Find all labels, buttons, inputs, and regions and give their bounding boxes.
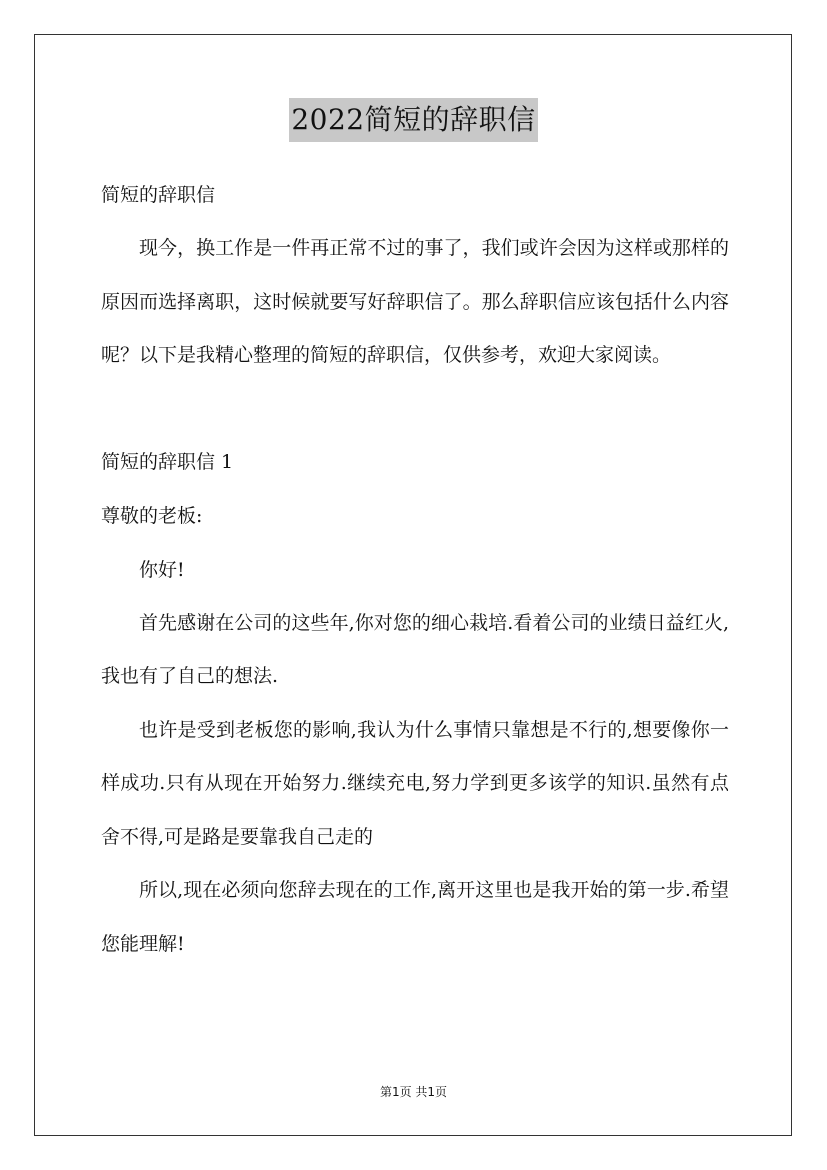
body-paragraph-1: 首先感谢在公司的这些年,你对您的细心栽培.看着公司的业绩日益红火,我也有了自己的想法. — [101, 611, 729, 687]
greeting: 你好! — [139, 558, 185, 581]
page-footer — [0, 1083, 827, 1100]
document-body — [101, 168, 729, 971]
body-paragraph-3: 所以,现在必须向您辞去现在的工作,离开这里也是我开始的第一步.希望您能理解! — [101, 879, 729, 955]
salutation: 尊敬的老板: — [101, 504, 203, 527]
intro-paragraph: 现今，换工作是一件再正常不过的事了，我们或许会因为这样或那样的原因而选择离职，这时候就要写好辞职信了。那么辞职信应该包括什么内容呢？以下是我精心整理的简短的辞职信，仅供参考，欢迎大家阅读。 — [101, 237, 729, 366]
section-heading: 简短的辞职信 1 — [101, 450, 234, 473]
title-container — [0, 98, 827, 142]
document-title: 2022简短的辞职信 — [289, 98, 537, 142]
body-paragraph-2: 也许是受到老板您的影响,我认为什么事情只靠想是不行的,想要像你一样成功.只有从现在开始努力.继续充电,努力学到更多该学的知识.虽然有点舍不得,可是路是要靠我自己走的 — [101, 718, 729, 848]
document-subtitle: 简短的辞职信 — [101, 184, 216, 206]
paragraph-gap — [101, 383, 729, 435]
page-number-label: 第1页 共1页 — [379, 1085, 448, 1099]
